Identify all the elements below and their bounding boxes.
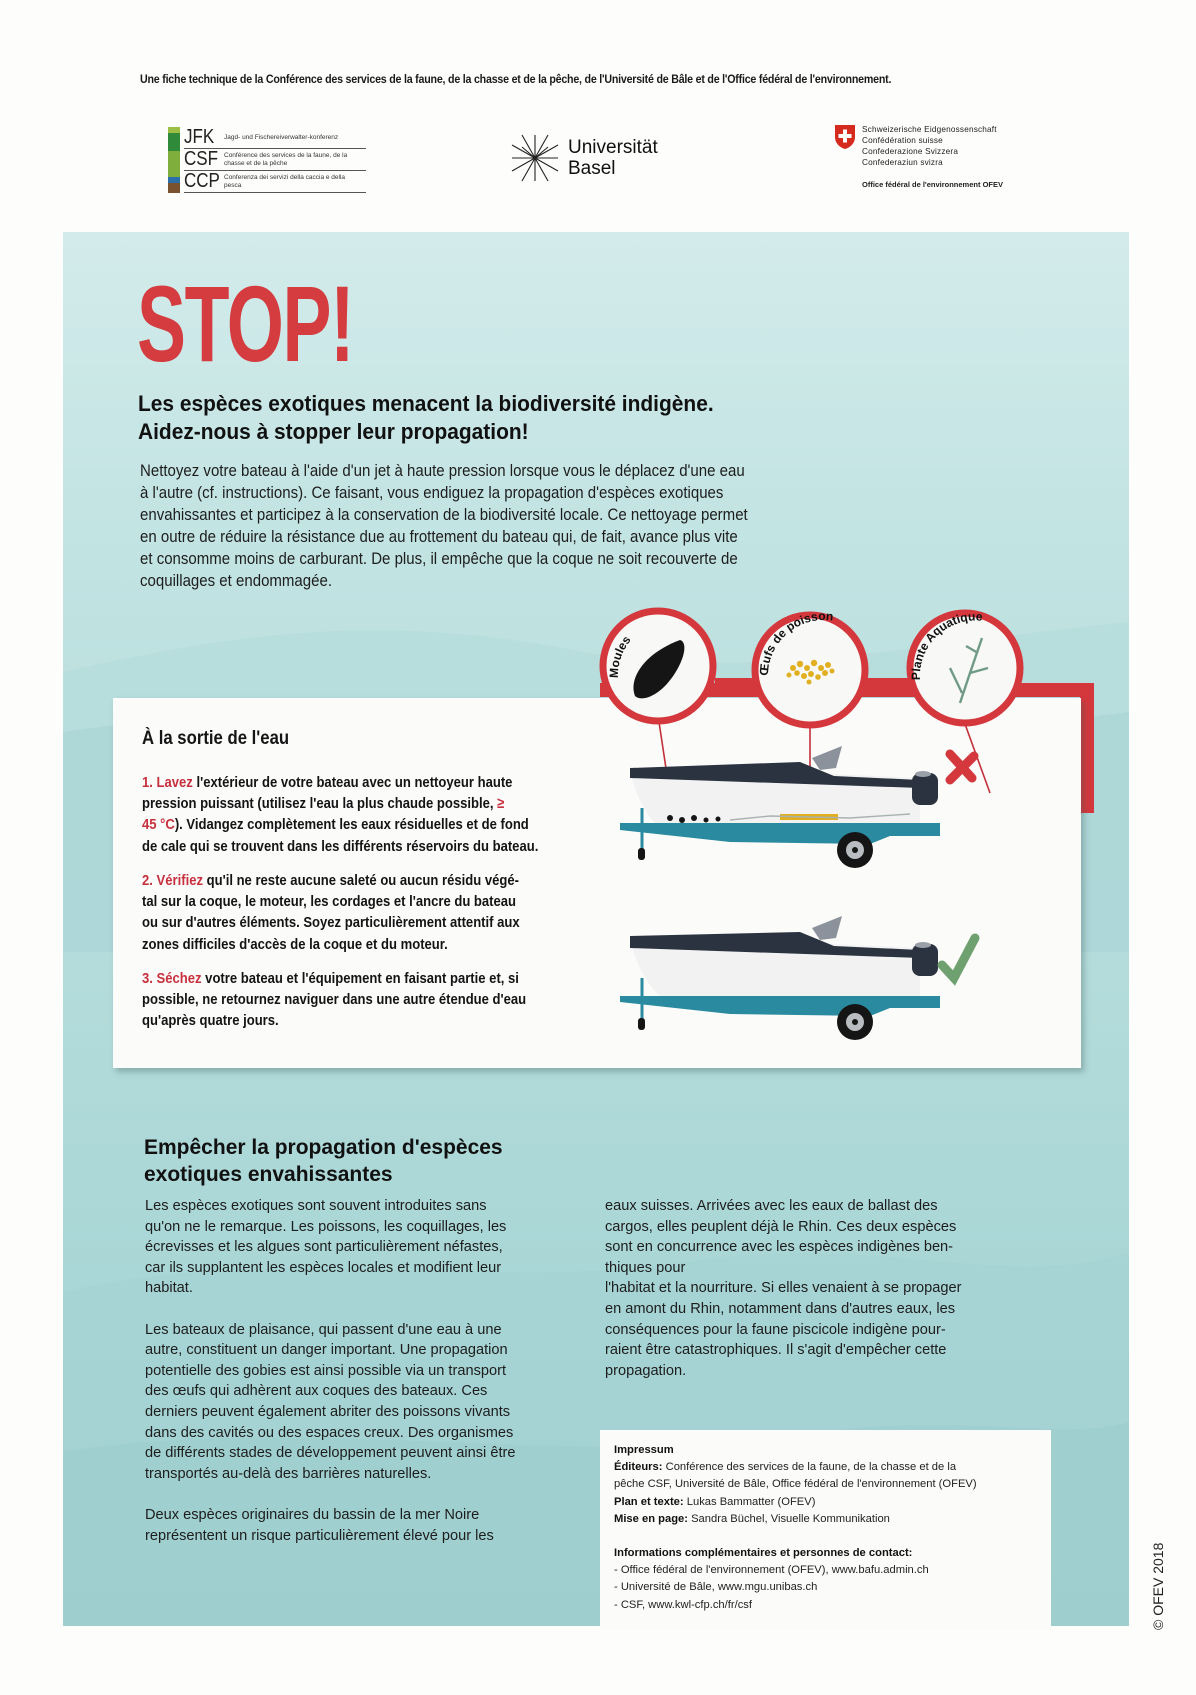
step-text: ). Vidangez complètement les eaux résiduelles et de fond [174,816,529,834]
step-3 [142,968,546,1032]
text-line: propagation. [605,1362,687,1379]
logo-row-text: Conférence des services de la faune, de la chasse et de la pêche [224,152,348,167]
text-line: autre, constituent un danger important. Une propagation [145,1342,508,1359]
checkmark-icon [942,938,975,978]
university-basel-logo [510,128,690,188]
paragraph [605,1196,1025,1381]
swiss-office-name: Office fédéral de l'environnement OFEV [862,180,1003,189]
intro-line: envahissantes et participez à la conservation de la biodiversité locale. Ce nettoyage permet [140,505,748,524]
intro-paragraph [140,460,846,592]
circle-label-aquatic-plant: Plante Aquatique [908,609,983,681]
text-line: conséquences pour la faune piscicole indigène pour- [605,1321,946,1338]
unibas-star-icon [510,133,560,183]
intro-line: à l'autre (cf. instructions). Ce faisant, vous endiguez la propagation d'espèces exotiques [140,483,724,502]
contact-link[interactable]: - Université de Bâle, www.mgu.unibas.ch [614,1581,818,1594]
unibas-line2: Basel [568,158,616,179]
text-line: sont en concurrence avec les espèces indigènes ben- [605,1239,954,1256]
section-title-line: Empêcher la propagation d'espèces [144,1136,503,1159]
editors-value: pêche CSF, Université de Bâle, Office fédéral de l'environnement (OFEV) [614,1478,977,1491]
step-highlight: 45 °C [142,816,175,834]
step-text: qu'après quatre jours. [142,1012,279,1030]
swiss-shield-icon [834,124,856,150]
impressum-box [600,1430,1051,1630]
section-title [144,1134,503,1188]
text-line: cargos, elles peuplent déjà le Rhin. Ces deux espèces [605,1218,957,1235]
step-number: 2. [142,872,153,889]
swiss-line: Confederaziun svizra [862,158,943,167]
contact-link[interactable]: - CSF, www.kwl-cfp.ch/fr/csf [614,1598,752,1611]
step-text: de cale qui se trouvent dans les différents réservoirs du bateau. [142,837,539,855]
text-line: dans des cavités ou des espaces creux. Des organismes [145,1424,514,1441]
circle-mussels [603,611,713,721]
step-number: 3. [142,970,153,987]
logo-color-bar [168,151,180,177]
text-line: habitat. [145,1280,193,1297]
layout-value: Sandra Büchel, Visuelle Kommunikation [687,1512,890,1525]
step-text: qu'il ne reste aucune saleté ou aucun résidu végé- [203,872,519,889]
text-line: thiques pour [605,1259,686,1276]
step-number: 1. [142,774,153,791]
layout-label: Mise en page: [614,1512,688,1525]
intro-line: en outre de réduire la résistance due au frottement du bateau qui, de fait, avance plus vite [140,527,738,546]
step-text: ou sur d'autres éléments. Soyez particulièrement attentif aux [142,914,520,932]
section-title-line: exotiques envahissantes [144,1163,393,1186]
editors-label: Éditeurs: [614,1461,663,1474]
dirty-boat [620,746,974,868]
logo-row-ccp [184,171,366,193]
step-text: pression puissant (utilisez l'eau la plus chaude possible, [142,795,498,813]
step-verb: Lavez [156,774,193,791]
logo-row-csf [184,149,366,171]
circle-fish-eggs [755,609,865,725]
text-line: eaux suisses. Arrivées avec les eaux de ballast des [605,1198,938,1214]
step-1 [142,772,546,857]
step-text: tal sur la coque, le moteur, les cordages et l'ancre du bateau [142,893,517,911]
stop-title: STOP! [137,263,354,384]
swiss-line: Confédération suisse [862,136,943,145]
text-line: en amont du Rhin, notamment dans d'autres eaux, les [605,1300,956,1317]
swiss-languages [862,124,997,168]
paragraph [145,1320,565,1485]
unibas-wordmark [568,137,658,179]
logo-row-text: Jagd- und Fischereiverwalter-konferenz [224,133,339,141]
step-verb: Vérifiez [156,872,204,889]
impressum-title: Impressum [614,1444,674,1456]
plan-value: Lukas Bammatter (OFEV) [683,1495,816,1508]
right-column [605,1196,1025,1402]
swiss-confederation-logo [834,122,1074,192]
text-line: Deux espèces originaires du bassin de la mer Noire [145,1506,480,1523]
contact-link[interactable]: - Office fédéral de l'environnement (OFEV), www.bafu.admin.ch [614,1564,929,1577]
text-line: Les espèces exotiques sont souvent introduites sans [145,1198,487,1214]
logo-abbr: CCP [184,170,220,192]
editors-value: Conférence des services de la faune, de la chasse et de la [662,1461,957,1474]
step-text: votre bateau et l'équipement en faisant partie et, si [201,970,519,987]
jfk-csf-ccp-logo [168,127,368,195]
text-line: de différents stades de développement peuvent ainsi être [145,1445,516,1462]
circle-connector [715,678,755,690]
left-column [145,1196,565,1567]
logo-row-text: Conferenza dei servizi della caccia e della pesca [224,174,346,189]
paragraph [145,1196,565,1299]
intro-line: coquillages et endommagée. [140,571,333,590]
headline-line: Aidez-nous à stopper leur propagation! [138,419,529,444]
circle-label-mussels: Moules [606,633,634,679]
boat-illustration [590,598,1060,1058]
headline-line: Les espèces exotiques menacent la biodiversité indigène. [138,391,714,416]
text-line: car ils supplantent les espèces locales et modifient leur [145,1259,502,1276]
logo-row-jfk [184,127,366,149]
text-line: des œufs qui adhèrent aux coques des bateaux. Ces [145,1383,488,1400]
headline [138,390,714,446]
text-line: représentent un risque particulièrement élevé pour les [145,1527,494,1544]
intro-line: Nettoyez votre bateau à l'aide d'un jet à haute pression lorsque vous le déplacez d'une eau [140,461,745,480]
step-2 [142,870,546,955]
cross-icon [950,754,974,780]
step-highlight: ≥ [497,795,505,813]
impressum-content [614,1442,977,1614]
step-text: zones difficiles d'accès de la coque et du moteur. [142,935,448,953]
intro-line: et consomme moins de carburant. De plus, il empêche que la coque ne soit recouverte de [140,549,738,568]
circle-label-fish-eggs: Œufs de poisson [756,608,835,677]
logo-color-bar [168,133,180,151]
text-line: qu'on ne le remarque. Les poissons, les coquillages, les [145,1218,507,1235]
logo-abbr: JFK [184,126,215,148]
step-text: possible, ne retournez naviguer dans une autre étendue d'eau [142,991,527,1009]
plan-label: Plan et texte: [614,1495,684,1508]
text-line: Les bateaux de plaisance, qui passent d'une eau à une [145,1321,502,1338]
copyright-notice: © OFEV 2018 [1150,1542,1166,1630]
step-verb: Séchez [156,970,202,987]
contact-title: Informations complémentaires et personnes de contact: [614,1547,913,1560]
card-title: À la sortie de l'eau [142,728,290,749]
swiss-line: Confederazione Svizzera [862,147,959,156]
circle-aquatic-plant [909,609,1020,723]
step-text: l'extérieur de votre bateau avec un nettoyeur haute [192,774,513,791]
text-line: transportés au-delà des barrières naturelles. [145,1465,432,1482]
logo-abbr: CSF [184,148,218,170]
text-line: potentielle des gobies est ainsi possible via un transport [145,1362,507,1379]
clean-boat [620,916,975,1040]
document-tagline: Une fiche technique de la Conférence des services de la faune, de la chasse et de la pêche, de l'Université de Bâle et de l'Office fédéral de l'environnement. [140,72,892,86]
paragraph [145,1505,565,1546]
unibas-line1: Universität [568,137,658,158]
text-line: écrevisses et les algues sont particulièrement néfastes, [145,1239,503,1256]
text-line: l'habitat et la nourriture. Si elles venaient à se propager [605,1280,962,1297]
text-line: derniers peuvent également abriter des poissons vivants [145,1403,511,1420]
logo-color-bar [168,183,180,193]
swiss-line: Schweizerische Eidgenossenschaft [862,125,997,134]
text-line: raient être catastrophiques. Il s'agit d'empêcher cette [605,1342,947,1359]
